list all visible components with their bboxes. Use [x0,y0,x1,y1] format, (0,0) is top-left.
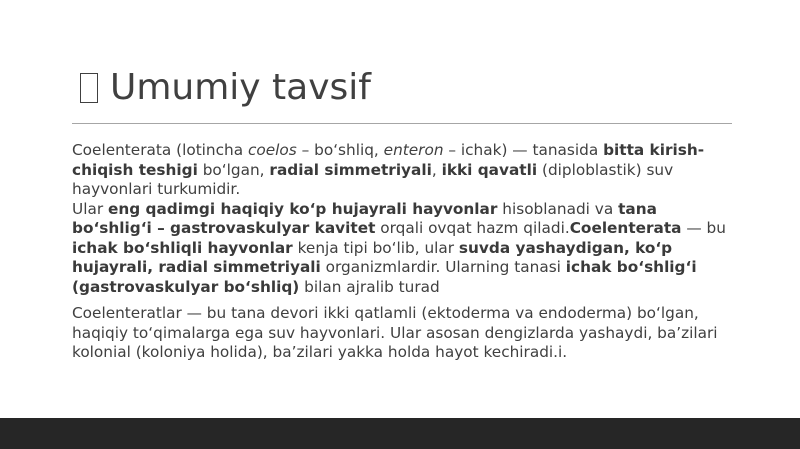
paragraph-summary: Coelenteratlar — bu tana devori ikki qatlamli (ektoderma va endoderma) bo‘lgan, haqiqiy to‘qimalarga ega suv hayvonlari. Ular asosan dengizlarda yashaydi, ba’zilari kolonial (koloniya holida), ba’zilari yakka holda hayot kechiradi.i. [72,304,718,361]
bold-term: suvda yashaydigan, ko‘p hujayrali, radial simmetriyali [72,238,673,276]
footer-bar [0,418,800,449]
italic-term-enteron: enteron [383,141,444,159]
text-run: , [431,160,442,179]
text-run: Coelenterata (lotincha [72,141,248,159]
text-run: kenja tipi bo‘lib, ular [292,238,459,257]
bold-term: bitta kirish-chiqish teshigi [72,141,705,179]
title-divider [72,123,732,124]
text-run: (diploblastik) suv hayvonlari turkumidir. [72,160,674,198]
text-run: orqali ovqat hazm qiladi. [375,219,570,237]
text-run: bo‘lgan, [197,160,270,179]
bold-term: ichak bo‘shlig‘i (gastrovaskulyar bo‘shliq) [72,258,697,296]
text-run: Ular [72,199,108,218]
bold-term: eng qadimgi haqiqiy ko‘p hujayrali hayvonlar [107,199,498,218]
text-run: – bo‘shliq, [296,141,384,159]
bold-term: radial simmetriyali [269,160,432,179]
italic-term-coelos: coelos [247,141,297,159]
slide-body [72,141,732,363]
text-run: bilan ajralib turad [299,277,440,296]
bold-term: Coelenterata [569,219,682,237]
paragraph-definition [72,141,732,200]
bold-term: ikki qavatli [441,160,538,179]
paragraph-description [72,200,732,298]
slide-title [80,66,371,110]
bold-term: ichak bo‘shliqli hayvonlar [72,238,293,257]
text-run: hisoblanadi va [497,199,619,218]
text-run: – ichak) — tanasida [443,141,604,159]
text-run: organizmlardir. Ularning tanasi [320,258,566,276]
slide-title-text: Umumiy tavsif [110,67,371,108]
text-run: — bu [681,219,726,237]
bold-term: tana bo‘shlig‘i – gastrovaskulyar kavitet [72,199,657,237]
square-placeholder-icon [80,73,98,103]
